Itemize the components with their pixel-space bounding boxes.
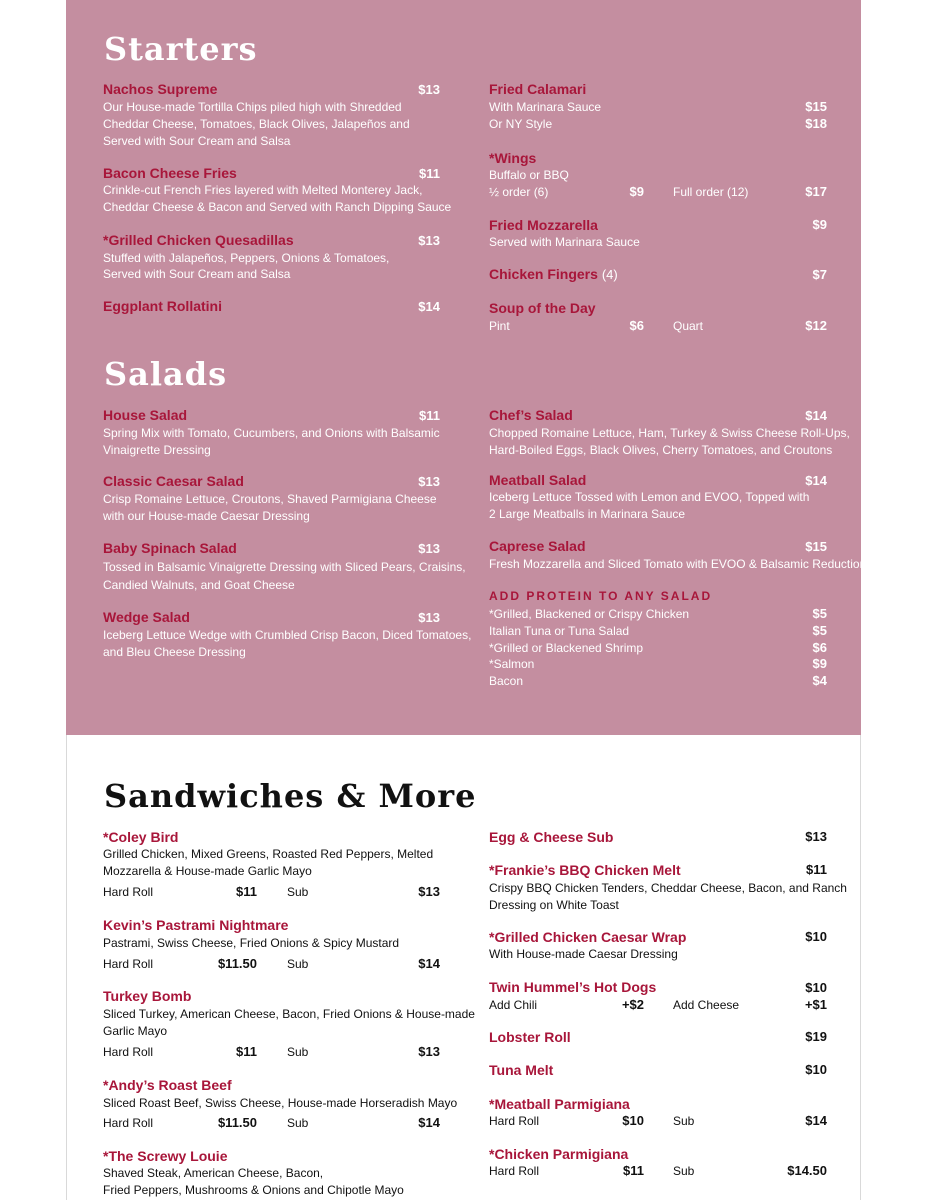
item-desc: With House-made Caesar Dressing xyxy=(489,947,678,961)
item-price: $14 xyxy=(805,1113,827,1128)
item-desc: Iceberg Lettuce Wedge with Crumbled Crisp Bacon, Diced Tomatoes, xyxy=(103,628,472,642)
protein-item: Italian Tuna or Tuna Salad xyxy=(489,624,630,638)
option-label: Sub xyxy=(287,1045,309,1059)
item-name: Kevin’s Pastrami Nightmare xyxy=(103,917,289,933)
protein-item: *Grilled or Blackened Shrimp xyxy=(489,641,644,655)
item-price: $11 xyxy=(419,166,440,181)
option-label: Sub xyxy=(673,1114,695,1128)
item-price: $11.50 xyxy=(217,1115,257,1130)
item-name: Classic Caesar Salad xyxy=(103,473,244,489)
item-price: $7 xyxy=(812,267,827,282)
item-desc: Crisp Romaine Lettuce, Croutons, Shaved Parmigiana Cheese xyxy=(103,492,437,506)
item-name: Baby Spinach Salad xyxy=(103,540,237,556)
option-label: Sub xyxy=(287,957,309,971)
protein-price: $5 xyxy=(812,623,827,638)
item-name: Turkey Bomb xyxy=(103,988,192,1004)
item-desc: Mozzarella & House-made Garlic Mayo xyxy=(103,864,312,878)
item-desc: and Bleu Cheese Dressing xyxy=(103,645,246,659)
item-price: $13 xyxy=(418,474,440,489)
item-name: *Grilled Chicken Caesar Wrap xyxy=(489,929,687,945)
item-price: $17 xyxy=(805,184,827,199)
option-label: Hard Roll xyxy=(489,1114,540,1128)
item-name xyxy=(489,266,618,282)
option-label: Add Cheese xyxy=(673,998,740,1012)
item-price: $13 xyxy=(418,1044,440,1059)
item-name: *Frankie’s BBQ Chicken Melt xyxy=(489,862,681,878)
item-name: *Andy’s Roast Beef xyxy=(103,1077,232,1093)
starters-title: Starters xyxy=(104,30,258,68)
protein-item: Bacon xyxy=(489,674,524,688)
item-desc: Buffalo or BBQ xyxy=(489,168,569,182)
item-desc: Iceberg Lettuce Tossed with Lemon and EVOO, Topped with xyxy=(489,490,810,504)
item-price: $14.50 xyxy=(787,1163,827,1178)
item-name: Eggplant Rollatini xyxy=(103,298,222,314)
item-name: Fried Mozzarella xyxy=(489,217,598,233)
item-name: *Chicken Parmigiana xyxy=(489,1146,629,1162)
item-desc: Sliced Roast Beef, Swiss Cheese, House-made Horseradish Mayo xyxy=(103,1096,458,1110)
item-name: Wedge Salad xyxy=(103,609,190,625)
item-price: $9 xyxy=(629,184,644,199)
item-name: Tuna Melt xyxy=(489,1062,554,1078)
option-label: Hard Roll xyxy=(103,1045,154,1059)
item-price: $13 xyxy=(418,541,440,556)
item-desc: Spring Mix with Tomato, Cucumbers, and Onions with Balsamic xyxy=(103,426,440,440)
item-desc: Candied Walnuts, and Goat Cheese xyxy=(103,578,295,592)
item-price: $11 xyxy=(236,884,257,899)
item-name: Egg & Cheese Sub xyxy=(489,829,614,845)
item-desc: Or NY Style xyxy=(489,117,553,131)
item-price: $10 xyxy=(622,1113,644,1128)
item-desc: Fresh Mozzarella and Sliced Tomato with EVOO & Balsamic Reduction xyxy=(489,557,867,571)
item-price: +$2 xyxy=(621,997,644,1012)
item-price: $10 xyxy=(805,929,827,944)
item-price: $9 xyxy=(812,217,827,232)
item-price: $15 xyxy=(805,99,827,114)
item-desc: 2 Large Meatballs in Marinara Sauce xyxy=(489,507,686,521)
item-price: $11 xyxy=(419,408,440,423)
item-desc: Stuffed with Jalapeños, Peppers, Onions & Tomatoes, xyxy=(103,251,390,265)
item-desc: Crinkle-cut French Fries layered with Melted Monterey Jack, xyxy=(103,183,423,197)
protein-price: $6 xyxy=(812,640,827,655)
item-price: $11 xyxy=(806,862,827,877)
item-desc: Fried Peppers, Mushrooms & Onions and Chipotle Mayo xyxy=(103,1183,404,1197)
protein-item: *Grilled, Blackened or Crispy Chicken xyxy=(489,607,690,621)
item-desc: Served with Sour Cream and Salsa xyxy=(103,134,291,148)
option-label: Sub xyxy=(673,1164,695,1178)
item-price: $13 xyxy=(418,82,440,97)
item-price: $14 xyxy=(418,956,440,971)
item-desc: Hard-Boiled Eggs, Black Olives, Cherry Tomatoes, and Croutons xyxy=(489,443,833,457)
item-price: $6 xyxy=(629,318,644,333)
item-desc: Pastrami, Swiss Cheese, Fried Onions & Spicy Mustard xyxy=(103,936,400,950)
item-name: Bacon Cheese Fries xyxy=(103,165,237,181)
item-desc: Chopped Romaine Lettuce, Ham, Turkey & Swiss Cheese Roll-Ups, xyxy=(489,426,850,440)
item-desc: Tossed in Balsamic Vinaigrette Dressing with Sliced Pears, Craisins, xyxy=(103,560,466,574)
protein-price: $5 xyxy=(812,606,827,621)
item-desc: Served with Sour Cream and Salsa xyxy=(103,267,291,281)
protein-heading: ADD PROTEIN TO ANY SALAD xyxy=(489,589,713,603)
item-name: Twin Hummel’s Hot Dogs xyxy=(489,979,657,995)
item-price: +$1 xyxy=(804,997,827,1012)
item-price: $15 xyxy=(805,539,827,554)
option-label: Hard Roll xyxy=(489,1164,540,1178)
item-desc: Garlic Mayo xyxy=(103,1024,168,1038)
item-price: $13 xyxy=(418,884,440,899)
item-price: $14 xyxy=(418,1115,440,1130)
option-label: Sub xyxy=(287,1116,309,1130)
item-price: $11 xyxy=(236,1044,257,1059)
option-label: Hard Roll xyxy=(103,885,154,899)
item-name: House Salad xyxy=(103,407,188,423)
item-name: *Coley Bird xyxy=(103,829,179,845)
item-desc: Cheddar Cheese & Bacon and Served with Ranch Dipping Sauce xyxy=(103,200,452,214)
item-desc: Served with Marinara Sauce xyxy=(489,235,640,249)
item-name: Chef’s Salad xyxy=(489,407,573,423)
protein-price: $9 xyxy=(812,656,827,671)
option-label: Hard Roll xyxy=(103,957,154,971)
option-label: Quart xyxy=(673,319,704,333)
item-name: Nachos Supreme xyxy=(103,81,218,97)
item-price: $14 xyxy=(418,299,440,314)
item-name: Caprese Salad xyxy=(489,538,586,554)
option-label: Pint xyxy=(489,319,510,333)
item-name: *Wings xyxy=(489,150,537,166)
fingers-name: Chicken Fingers xyxy=(489,266,598,282)
item-price: $19 xyxy=(805,1029,827,1044)
item-desc: Vinaigrette Dressing xyxy=(103,443,211,457)
item-name: *Grilled Chicken Quesadillas xyxy=(103,232,294,248)
item-price: $12 xyxy=(805,318,827,333)
item-price: $13 xyxy=(805,829,827,844)
sandwiches-title: Sandwiches & More xyxy=(104,777,477,815)
salads-title: Salads xyxy=(104,355,228,393)
option-label: Add Chili xyxy=(489,998,538,1012)
item-name: *The Screwy Louie xyxy=(103,1148,228,1164)
option-label: Sub xyxy=(287,885,309,899)
item-desc: With Marinara Sauce xyxy=(489,100,602,114)
item-desc: Crispy BBQ Chicken Tenders, Cheddar Cheese, Bacon, and Ranch xyxy=(489,881,847,895)
item-price: $14 xyxy=(805,408,827,423)
item-price: $13 xyxy=(418,233,440,248)
item-price: $14 xyxy=(805,473,827,488)
item-name: Fried Calamari xyxy=(489,81,587,97)
item-name: Lobster Roll xyxy=(489,1029,571,1045)
item-desc: with our House-made Caesar Dressing xyxy=(103,509,310,523)
item-price: $18 xyxy=(805,116,827,131)
item-desc: Dressing on White Toast xyxy=(489,898,619,912)
option-label: Full order (12) xyxy=(673,185,749,199)
fingers-count: (4) xyxy=(601,267,618,282)
item-desc: Grilled Chicken, Mixed Greens, Roasted Red Peppers, Melted xyxy=(103,847,434,861)
item-desc: Sliced Turkey, American Cheese, Bacon, Fried Onions & House-made xyxy=(103,1007,475,1021)
item-desc: Shaved Steak, American Cheese, Bacon, xyxy=(103,1166,324,1180)
option-label: ½ order (6) xyxy=(489,185,549,199)
item-price: $11 xyxy=(623,1163,644,1178)
option-label: Hard Roll xyxy=(103,1116,154,1130)
item-price: $11.50 xyxy=(217,956,257,971)
item-name: Meatball Salad xyxy=(489,472,587,488)
item-desc: Cheddar Cheese, Tomatoes, Black Olives, Jalapeños and xyxy=(103,117,410,131)
protein-item: *Salmon xyxy=(489,657,535,671)
item-desc: Our House-made Tortilla Chips piled high with Shredded xyxy=(103,100,402,114)
item-name: Soup of the Day xyxy=(489,300,596,316)
item-price: $10 xyxy=(805,1062,827,1077)
item-price: $10 xyxy=(805,980,827,995)
item-price: $13 xyxy=(418,610,440,625)
item-name: *Meatball Parmigiana xyxy=(489,1096,630,1112)
protein-price: $4 xyxy=(812,673,827,688)
